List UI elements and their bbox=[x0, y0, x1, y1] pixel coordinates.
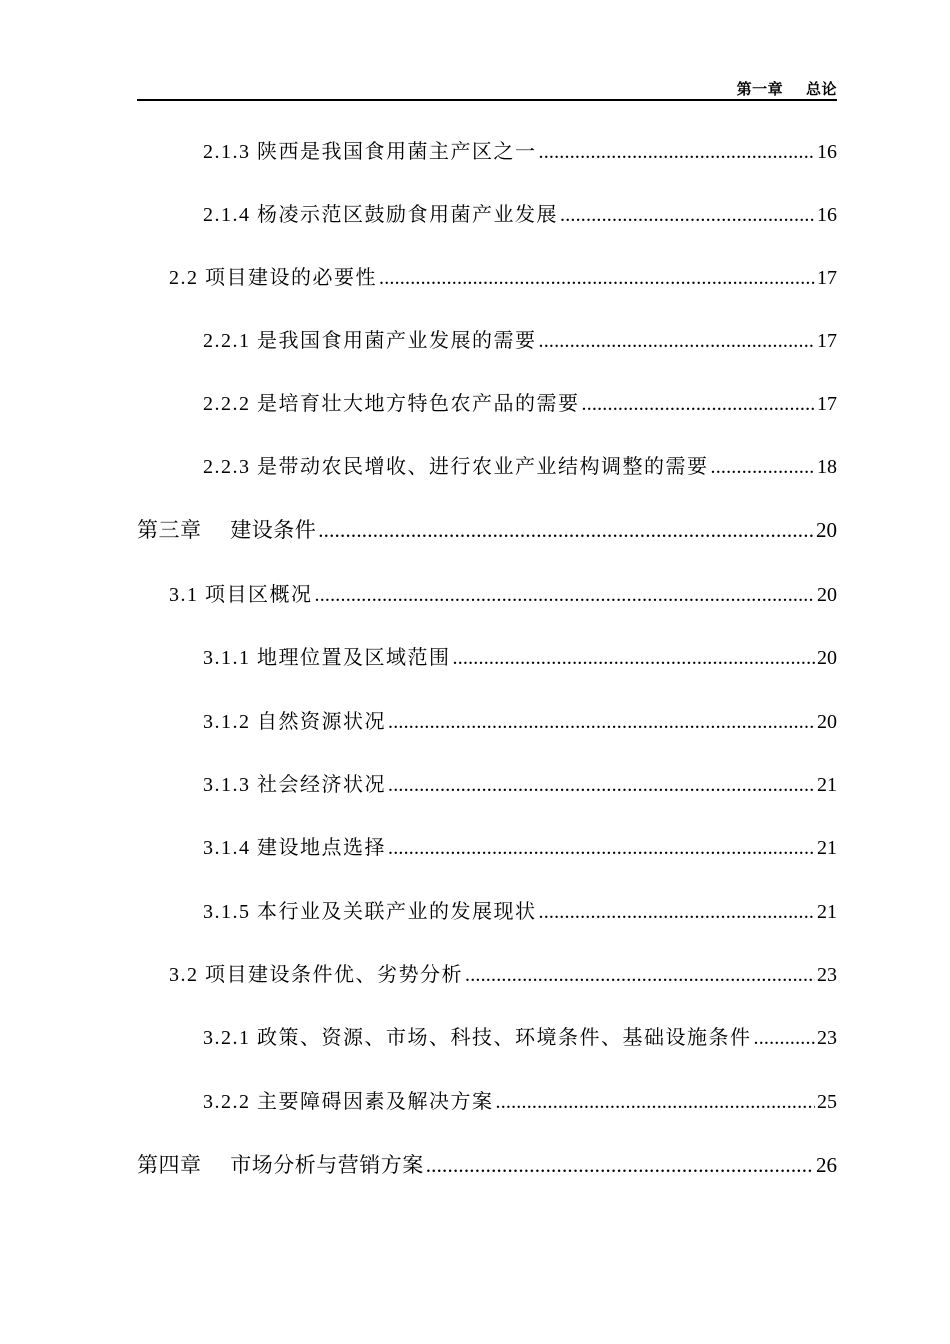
toc-entry[interactable] bbox=[169, 582, 837, 608]
toc-dot-leader bbox=[388, 772, 815, 798]
toc-entry[interactable] bbox=[203, 454, 837, 480]
toc-chapter-entry[interactable] bbox=[137, 1152, 837, 1178]
toc-dot-leader bbox=[379, 265, 815, 291]
toc-entry[interactable] bbox=[203, 835, 837, 861]
toc-entry[interactable] bbox=[169, 265, 837, 291]
toc-page-number: 23 bbox=[817, 964, 837, 986]
toc-dot-leader bbox=[315, 582, 816, 608]
toc-dot-leader bbox=[426, 1152, 814, 1178]
toc-page-number: 17 bbox=[817, 330, 837, 352]
toc-dot-leader bbox=[582, 391, 816, 417]
toc-page-number: 17 bbox=[817, 267, 837, 289]
toc-entry-title: 2.1.4 杨凌示范区鼓励食用菌产业发展 bbox=[203, 204, 558, 226]
page-header bbox=[137, 78, 837, 100]
toc-chapter-title: 第三章 建设条件 bbox=[137, 518, 317, 542]
toc-entry-title: 3.1 项目区概况 bbox=[169, 584, 313, 606]
toc-entry[interactable] bbox=[203, 899, 837, 925]
toc-entry-title: 2.2.1 是我国食用菌产业发展的需要 bbox=[203, 330, 537, 352]
toc-page-number: 17 bbox=[817, 393, 837, 415]
toc-entry-title: 3.1.1 地理位置及区域范围 bbox=[203, 647, 451, 669]
toc-entry-title: 2.2 项目建设的必要性 bbox=[169, 267, 377, 289]
header-chapter-title: 第一章 总论 bbox=[736, 80, 837, 98]
toc-page-number: 16 bbox=[817, 141, 837, 163]
toc-page-number: 18 bbox=[817, 456, 837, 478]
toc-entry-title: 3.1.5 本行业及关联产业的发展现状 bbox=[203, 901, 537, 923]
header-divider bbox=[137, 99, 837, 101]
toc-entry[interactable] bbox=[203, 709, 837, 735]
toc-dot-leader bbox=[388, 709, 815, 735]
toc-page-number: 23 bbox=[817, 1027, 837, 1049]
toc-entry-title: 3.2.1 政策、资源、市场、科技、环境条件、基础设施条件 bbox=[203, 1027, 752, 1049]
toc-dot-leader bbox=[539, 139, 816, 165]
toc-page-number: 21 bbox=[817, 774, 837, 796]
toc-entry-title: 3.2.2 主要障碍因素及解决方案 bbox=[203, 1091, 494, 1113]
toc-dot-leader bbox=[754, 1025, 816, 1051]
toc-entry-title: 2.2.3 是带动农民增收、进行农业产业结构调整的需要 bbox=[203, 456, 709, 478]
toc-page-number: 20 bbox=[817, 711, 837, 733]
toc-page-number: 26 bbox=[816, 1153, 837, 1177]
toc-page-number: 20 bbox=[817, 647, 837, 669]
toc-dot-leader bbox=[560, 202, 815, 228]
toc-chapter-entry[interactable] bbox=[137, 517, 837, 543]
toc-page-number: 16 bbox=[817, 204, 837, 226]
toc-entry-title: 3.2 项目建设条件优、劣势分析 bbox=[169, 964, 463, 986]
toc-dot-leader bbox=[453, 645, 816, 671]
toc-entry[interactable] bbox=[203, 202, 837, 228]
toc-dot-leader bbox=[539, 899, 816, 925]
toc-entry[interactable] bbox=[203, 645, 837, 671]
toc-dot-leader bbox=[711, 454, 816, 480]
toc-entry-title: 3.1.2 自然资源状况 bbox=[203, 711, 386, 733]
toc-chapter-title: 第四章 市场分析与营销方案 bbox=[137, 1153, 424, 1177]
toc-entry[interactable] bbox=[203, 1089, 837, 1115]
toc-entry[interactable] bbox=[203, 772, 837, 798]
toc-dot-leader bbox=[388, 835, 815, 861]
toc-entry-title: 2.2.2 是培育壮大地方特色农产品的需要 bbox=[203, 393, 580, 415]
toc-dot-leader bbox=[539, 328, 816, 354]
toc-entry-title: 3.1.4 建设地点选择 bbox=[203, 837, 386, 859]
toc-dot-leader bbox=[318, 517, 814, 543]
toc-page-number: 21 bbox=[817, 901, 837, 923]
toc-entry-title: 2.1.3 陕西是我国食用菌主产区之一 bbox=[203, 141, 537, 163]
toc-entry[interactable] bbox=[203, 328, 837, 354]
toc-entry[interactable] bbox=[203, 139, 837, 165]
toc-page-number: 20 bbox=[816, 518, 837, 542]
toc-entry[interactable] bbox=[203, 1025, 837, 1051]
toc-page-number: 21 bbox=[817, 837, 837, 859]
toc-entry-title: 3.1.3 社会经济状况 bbox=[203, 774, 386, 796]
toc-entry[interactable] bbox=[203, 391, 837, 417]
toc-dot-leader bbox=[496, 1089, 816, 1115]
toc-entry[interactable] bbox=[169, 962, 837, 988]
toc-dot-leader bbox=[465, 962, 815, 988]
toc-page-number: 20 bbox=[817, 584, 837, 606]
toc-page-number: 25 bbox=[817, 1091, 837, 1113]
